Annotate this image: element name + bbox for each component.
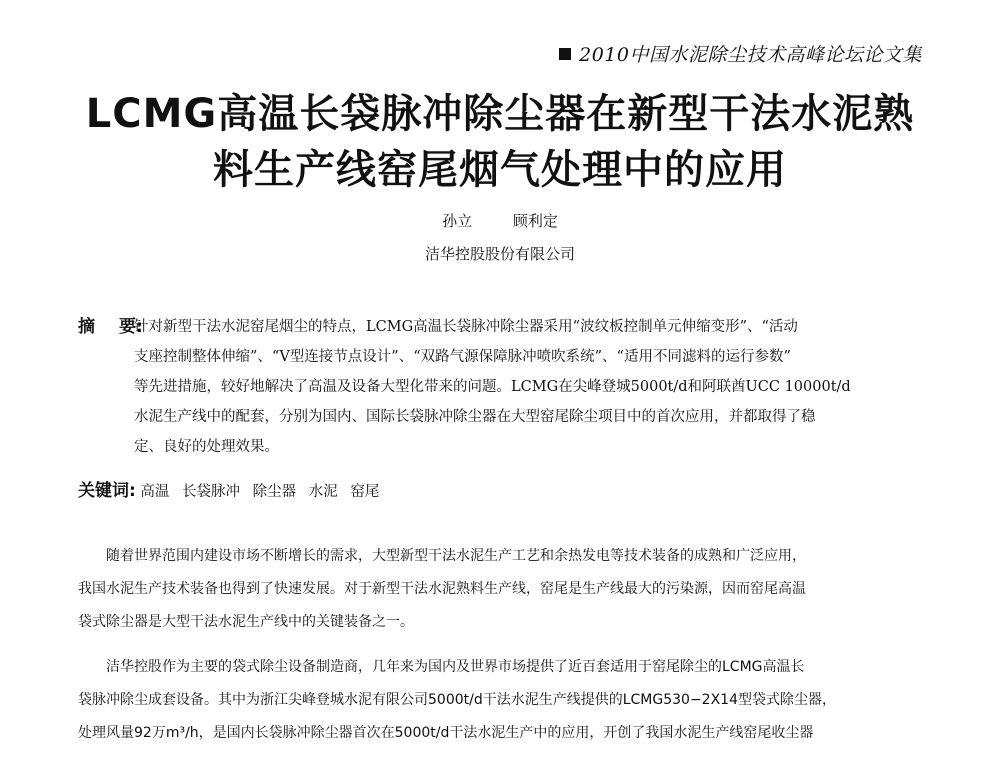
paragraph-line: 我国水泥生产技术装备也得到了快速发展。对于新型干法水泥熟料生产线，窑尾是生产线最大的污染源，因而窑尾高温 (78, 581, 806, 597)
keyword: 窑尾 (350, 484, 380, 500)
keyword: 除尘器 (252, 484, 297, 500)
author-list (0, 210, 1000, 231)
author-name: 顾利定 (512, 212, 558, 230)
abstract-label: 摘 要: (78, 317, 143, 337)
abstract-line: 支座控制整体伸缩”、“V型连接节点设计”、“双路气源保障脉冲喷吹系统”、“适用不同滤料的运行参数” (134, 349, 791, 365)
keyword: 高温 (140, 484, 170, 500)
abstract-line: 针对新型干法水泥窑尾烟尘的特点，LCMG高温长袋脉冲除尘器采用“波纹板控制单元伸缩变形”、“活动 (134, 319, 798, 335)
abstract (78, 312, 938, 462)
body-paragraph-2 (78, 651, 938, 750)
paragraph-line: 袋脉冲除尘成套设备。其中为浙江尖峰登城水泥有限公司5000t/d干法水泥生产线提供的LCMG530−2X14型袋式除尘器， (78, 692, 836, 708)
paper-title (60, 86, 940, 198)
paragraph-line: 随着世界范围内建设市场不断增长的需求，大型新型干法水泥生产工艺和余热发电等技术装备的成熟和广泛应用， (106, 548, 806, 564)
keyword: 水泥 (308, 484, 338, 500)
paragraph-line: 洁华控股作为主要的袋式除尘设备制造商，几年来为国内及世界市场提供了近百套适用于窑尾除尘的LCMG高温长 (106, 659, 805, 675)
series-title: 2010中国水泥除尘技术高峰论坛论文集 (579, 44, 922, 66)
abstract-line: 等先进措施，较好地解决了高温及设备大型化带来的问题。LCMG在尖峰登城5000t/d和阿联酋UCC 10000t/d (134, 379, 851, 395)
keywords-label: 关键词: (78, 481, 136, 501)
keywords (78, 476, 387, 501)
square-bullet-icon (559, 48, 571, 60)
title-line-1: LCMG高温长袋脉冲除尘器在新型干法水泥熟 (85, 91, 915, 137)
abstract-line: 定、良好的处理效果。 (134, 439, 279, 455)
author-name: 孙立 (442, 212, 473, 230)
keyword: 长袋脉冲 (182, 484, 241, 500)
abstract-body (134, 312, 938, 462)
paragraph-line: 袋式除尘器是大型干法水泥生产线中的关键装备之一。 (78, 614, 414, 630)
running-header (559, 40, 922, 67)
body-paragraph-1 (78, 540, 938, 639)
affiliation: 洁华控股股份有限公司 (424, 245, 575, 263)
abstract-line: 水泥生产线中的配套，分别为国内、国际长袋脉冲除尘器在大型窑尾除尘项目中的首次应用，并都取得了稳 (134, 409, 816, 425)
title-line-2: 料生产线窑尾烟气处理中的应用 (213, 147, 787, 193)
paragraph-line: 处理风量92万m³/h，是国内长袋脉冲除尘器首次在5000t/d干法水泥生产中的应用，开创了我国水泥生产线窑尾收尘器 (78, 725, 814, 741)
